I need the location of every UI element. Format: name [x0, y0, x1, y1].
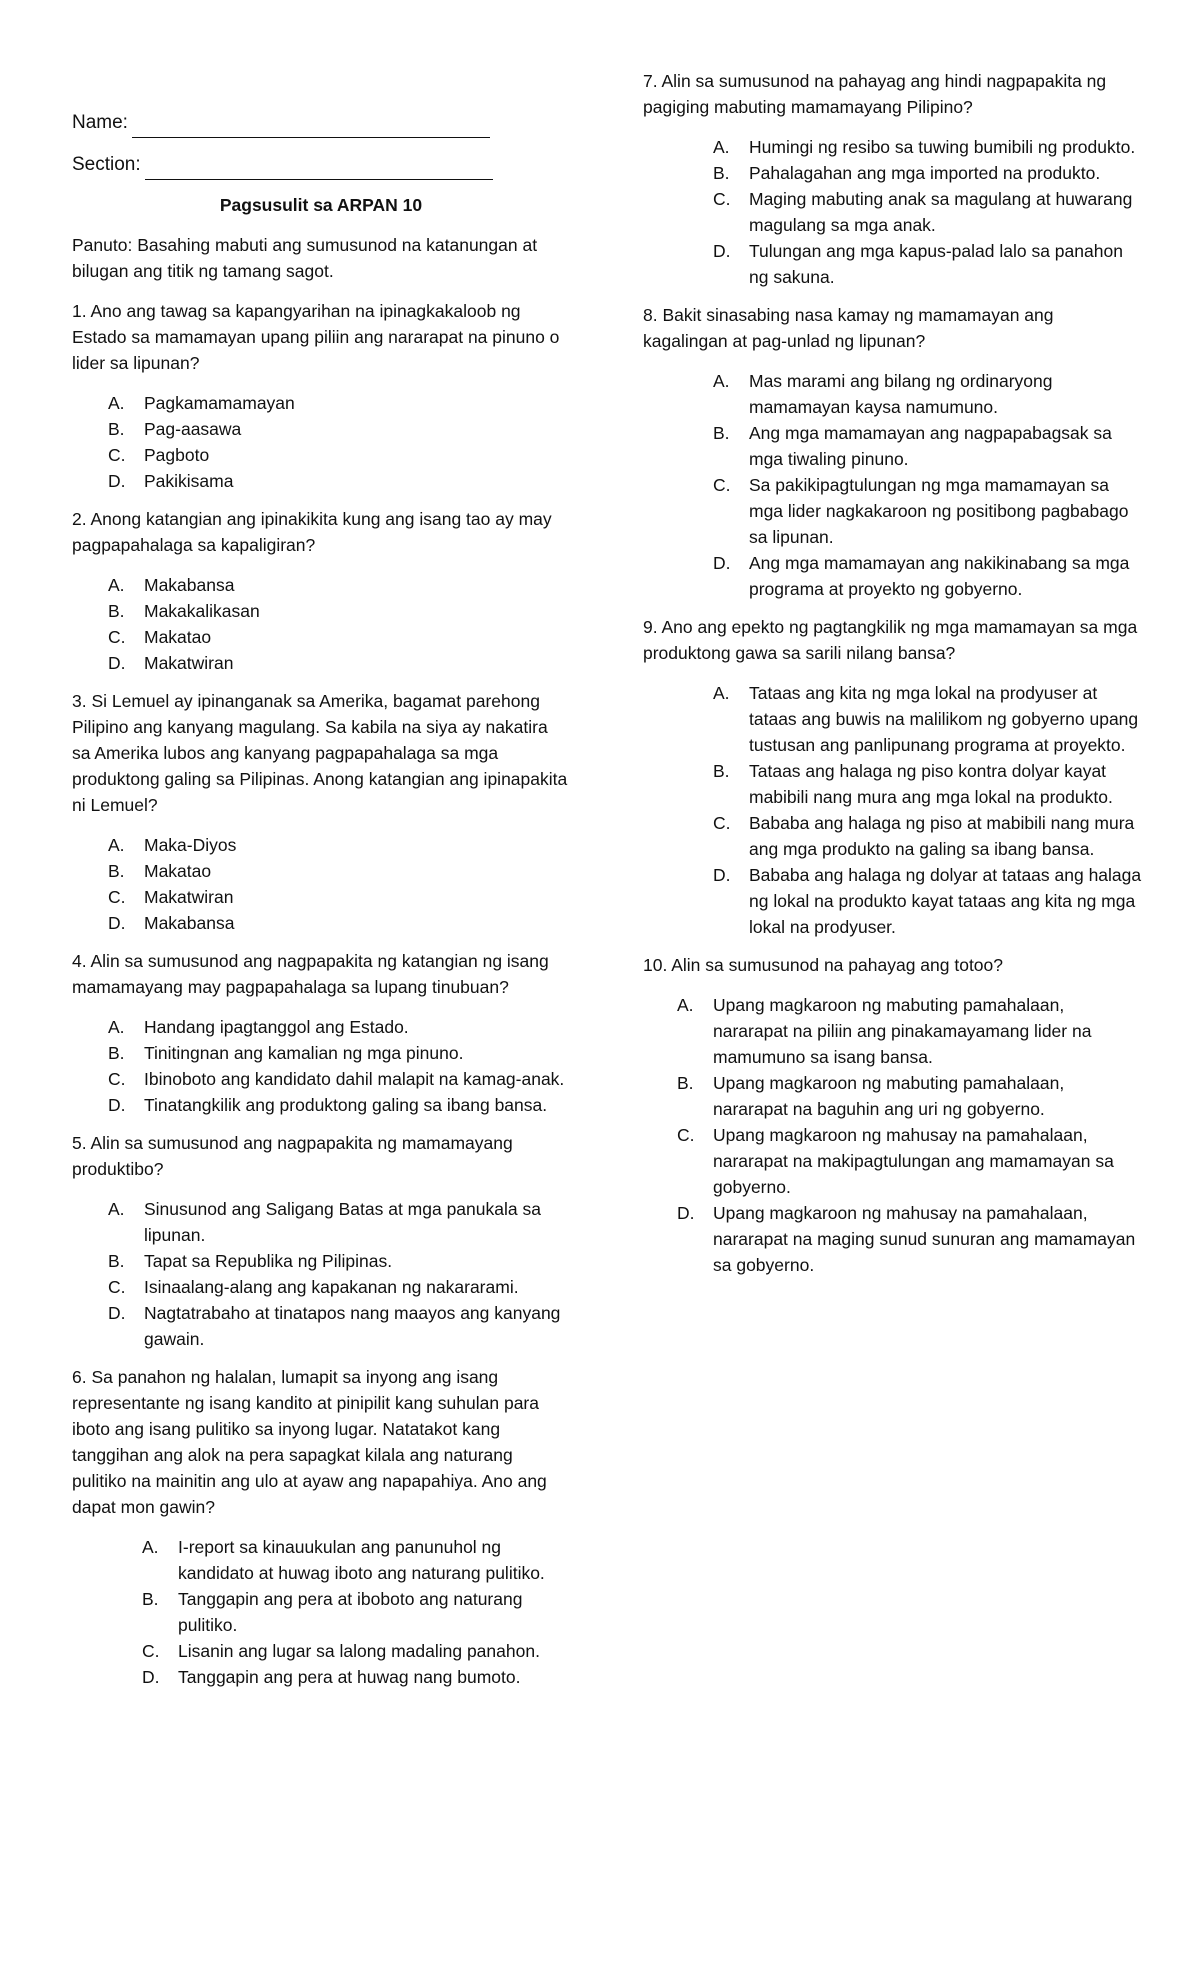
- option-letter: B.: [108, 601, 125, 621]
- option-a[interactable]: [643, 680, 1143, 758]
- option-letter: B.: [108, 1251, 125, 1271]
- option-letter: C.: [108, 445, 126, 465]
- option-letter: D.: [713, 865, 731, 885]
- option-list: [643, 134, 1143, 290]
- option-b[interactable]: [643, 1070, 1143, 1122]
- option-letter: C.: [142, 1641, 160, 1661]
- option-text: Upang magkaroon ng mahusay na pamahalaan, nararapat na makipagtulungan ang mamamayan sa gobyerno.: [713, 1125, 1114, 1197]
- option-text: Sinusunod ang Saligang Batas at mga panukala sa lipunan.: [144, 1199, 541, 1245]
- option-list: [643, 680, 1143, 940]
- option-text: Handang ipagtanggol ang Estado.: [144, 1017, 409, 1037]
- option-c[interactable]: [72, 624, 570, 650]
- option-d[interactable]: [72, 650, 570, 676]
- option-letter: D.: [108, 1303, 126, 1323]
- option-text: Ang mga mamamayan ang nakikinabang sa mga programa at proyekto ng gobyerno.: [749, 553, 1130, 599]
- option-letter: D.: [108, 913, 126, 933]
- option-d[interactable]: [643, 550, 1143, 602]
- option-a[interactable]: [72, 1534, 570, 1586]
- option-letter: B.: [713, 761, 730, 781]
- option-text: Pagkamamamayan: [144, 393, 295, 413]
- option-text: Makatao: [144, 627, 212, 647]
- option-c[interactable]: [72, 1066, 570, 1092]
- option-text: Tinatangkilik ang produktong galing sa ibang bansa.: [144, 1095, 548, 1115]
- option-text: Nagtatrabaho at tinatapos nang maayos ang kanyang gawain.: [144, 1303, 561, 1349]
- name-blank-line[interactable]: [132, 115, 490, 138]
- option-text: I-report sa kinauukulan ang panunuhol ng kandidato at huwag iboto ang naturang pulitiko.: [178, 1537, 545, 1583]
- option-letter: A.: [108, 393, 125, 413]
- option-text: Upang magkaroon ng mabuting pamahalaan, nararapat na piliin ang pinakamayamang lider na mamumuno sa isang bansa.: [713, 995, 1092, 1067]
- question-text: 3. Si Lemuel ay ipinanganak sa Amerika, bagamat parehong Pilipino ang kanyang magulang. Sa kabila na siya ay nakatira sa Amerika lubos ang kanyang pagpapahalaga sa mga produktong galing sa Pilipinas. Anong katangian ang ipinapakita ni Lemuel?: [72, 691, 568, 815]
- option-text: Tataas ang kita ng mga lokal na prodyuser at tataas ang buwis na malilikom ng gobyerno upang tustusan ang panlipunang programa at proyekto.: [749, 683, 1139, 755]
- option-letter: C.: [713, 475, 731, 495]
- option-a[interactable]: [643, 134, 1143, 160]
- right-column: [643, 68, 1143, 1290]
- question-text: 9. Ano ang epekto ng pagtangkilik ng mga mamamayan sa mga produktong gawa sa sarili nilang bansa?: [643, 617, 1138, 663]
- option-text: Sa pakikipagtulungan ng mga mamamayan sa mga lider nagkakaroon ng positibong pagbabago sa lipunan.: [749, 475, 1129, 547]
- option-letter: C.: [677, 1125, 695, 1145]
- question-9: [643, 614, 1143, 940]
- option-text: Tulungan ang mga kapus-palad lalo sa panahon ng sakuna.: [749, 241, 1123, 287]
- question-4: [72, 948, 570, 1118]
- instructions: Panuto: Basahing mabuti ang sumusunod na katanungan at bilugan ang titik ng tamang sagot.: [72, 235, 538, 281]
- option-text: Ibinoboto ang kandidato dahil malapit na kamag-anak.: [144, 1069, 565, 1089]
- question-text: 6. Sa panahon ng halalan, lumapit sa inyong ang isang representante ng isang kandito at pinipilit kang suhulan para iboto ang isang pulitiko sa inyong lugar. Natatakot kang tanggihan ang alok na pera sapagkat kilala ang naturang pulitiko na mainitin ang ulo at ayaw ang napapahiya. Ano ang dapat mon gawin?: [72, 1367, 547, 1517]
- option-letter: D.: [713, 241, 731, 261]
- option-d[interactable]: [72, 468, 570, 494]
- option-text: Makakalikasan: [144, 601, 260, 621]
- option-text: Tanggapin ang pera at huwag nang bumoto.: [178, 1667, 521, 1687]
- question-text: 8. Bakit sinasabing nasa kamay ng mamamayan ang kagalingan at pag-unlad ng lipunan?: [643, 305, 1054, 351]
- option-letter: A.: [108, 1017, 125, 1037]
- option-b[interactable]: [72, 598, 570, 624]
- option-letter: D.: [108, 653, 126, 673]
- option-text: Pakikisama: [144, 471, 234, 491]
- option-letter: C.: [108, 1277, 126, 1297]
- option-letter: C.: [108, 627, 126, 647]
- option-letter: B.: [677, 1073, 694, 1093]
- option-text: Isinaalang-alang ang kapakanan ng nakararami.: [144, 1277, 519, 1297]
- option-d[interactable]: [643, 862, 1143, 940]
- option-b[interactable]: [72, 416, 570, 442]
- option-letter: A.: [713, 371, 730, 391]
- option-text: Makatwiran: [144, 653, 234, 673]
- option-letter: B.: [108, 419, 125, 439]
- option-letter: C.: [108, 887, 126, 907]
- option-c[interactable]: [643, 1122, 1143, 1200]
- option-b[interactable]: [72, 1040, 570, 1066]
- section-blank-line[interactable]: [145, 157, 493, 180]
- section-label: Section:: [72, 154, 141, 175]
- option-letter: A.: [713, 137, 730, 157]
- option-list: [72, 1534, 570, 1690]
- option-letter: B.: [713, 423, 730, 443]
- option-d[interactable]: [643, 1200, 1143, 1278]
- option-d[interactable]: [72, 1664, 570, 1690]
- option-b[interactable]: [643, 420, 1143, 472]
- option-a[interactable]: [72, 1014, 570, 1040]
- option-text: Tapat sa Republika ng Pilipinas.: [144, 1251, 393, 1271]
- option-letter: C.: [713, 189, 731, 209]
- question-text: 4. Alin sa sumusunod ang nagpapakita ng katangian ng isang mamamayang may pagpapahalaga sa lupang tinubuan?: [72, 951, 549, 997]
- option-list: [643, 368, 1143, 602]
- option-letter: A.: [108, 1199, 125, 1219]
- option-text: Pahalagahan ang mga imported na produkto.: [749, 163, 1101, 183]
- option-list: [72, 390, 570, 494]
- question-text: 5. Alin sa sumusunod ang nagpapakita ng mamamayang produktibo?: [72, 1133, 513, 1179]
- option-c[interactable]: [72, 884, 570, 910]
- question-text: 7. Alin sa sumusunod na pahayag ang hindi nagpapakita ng pagiging mabuting mamamayang Pilipino?: [643, 71, 1107, 117]
- option-d[interactable]: [72, 910, 570, 936]
- option-text: Maka-Diyos: [144, 835, 237, 855]
- question-5: [72, 1130, 570, 1352]
- option-d[interactable]: [72, 1300, 570, 1352]
- option-letter: B.: [713, 163, 730, 183]
- option-list: [72, 832, 570, 936]
- option-text: Makabansa: [144, 913, 235, 933]
- option-a[interactable]: [72, 572, 570, 598]
- question-6: [72, 1364, 570, 1690]
- option-text: Makabansa: [144, 575, 235, 595]
- name-label: Name:: [72, 112, 128, 133]
- option-text: Bababa ang halaga ng dolyar at tataas ang halaga ng lokal na produkto kayat tataas ang kita ng mga lokal na prodyuser.: [749, 865, 1142, 937]
- option-a[interactable]: [72, 832, 570, 858]
- question-1: [72, 298, 570, 494]
- option-b[interactable]: [72, 1248, 570, 1274]
- question-7: [643, 68, 1143, 290]
- option-letter: D.: [713, 553, 731, 573]
- question-2: [72, 506, 570, 676]
- option-text: Ang mga mamamayan ang nagpapabagsak sa mga tiwaling pinuno.: [749, 423, 1112, 469]
- option-c[interactable]: [643, 186, 1143, 238]
- option-letter: D.: [108, 471, 126, 491]
- option-c[interactable]: [643, 810, 1143, 862]
- option-letter: A.: [677, 995, 694, 1015]
- left-column: [72, 108, 570, 1702]
- option-letter: A.: [108, 575, 125, 595]
- option-c[interactable]: [72, 442, 570, 468]
- option-text: Mas marami ang bilang ng ordinaryong mamamayan kaysa namumuno.: [749, 371, 1053, 417]
- option-text: Pag-aasawa: [144, 419, 242, 439]
- option-text: Makatwiran: [144, 887, 234, 907]
- option-text: Humingi ng resibo sa tuwing bumibili ng produkto.: [749, 137, 1136, 157]
- option-d[interactable]: [643, 238, 1143, 290]
- option-b[interactable]: [72, 858, 570, 884]
- question-8: [643, 302, 1143, 602]
- option-text: Upang magkaroon ng mabuting pamahalaan, nararapat na baguhin ang uri ng gobyerno.: [713, 1073, 1065, 1119]
- option-letter: D.: [142, 1667, 160, 1687]
- option-letter: B.: [108, 861, 125, 881]
- option-letter: A.: [108, 835, 125, 855]
- option-letter: C.: [713, 813, 731, 833]
- option-text: Tanggapin ang pera at iboboto ang naturang pulitiko.: [178, 1589, 523, 1635]
- option-c[interactable]: [643, 472, 1143, 550]
- option-letter: A.: [713, 683, 730, 703]
- option-letter: C.: [108, 1069, 126, 1089]
- option-letter: A.: [142, 1537, 159, 1557]
- option-text: Maging mabuting anak sa magulang at huwarang magulang sa mga anak.: [749, 189, 1133, 235]
- option-letter: B.: [142, 1589, 159, 1609]
- option-a[interactable]: [72, 390, 570, 416]
- option-c[interactable]: [72, 1638, 570, 1664]
- option-letter: D.: [677, 1203, 695, 1223]
- name-field: [72, 108, 570, 138]
- option-list: [643, 992, 1143, 1278]
- option-text: Bababa ang halaga ng piso at mabibili nang mura ang mga produkto na galing sa ibang bansa.: [749, 813, 1135, 859]
- option-list: [72, 1196, 570, 1352]
- option-b[interactable]: [643, 160, 1143, 186]
- option-a[interactable]: [643, 368, 1143, 420]
- option-a[interactable]: [643, 992, 1143, 1070]
- option-b[interactable]: [643, 758, 1143, 810]
- option-c[interactable]: [72, 1274, 570, 1300]
- option-b[interactable]: [72, 1586, 570, 1638]
- option-letter: D.: [108, 1095, 126, 1115]
- option-text: Upang magkaroon ng mahusay na pamahalaan, nararapat na maging sunud sunuran ang mamamayan sa gobyerno.: [713, 1203, 1136, 1275]
- option-letter: B.: [108, 1043, 125, 1063]
- option-text: Tataas ang halaga ng piso kontra dolyar kayat mabibili nang mura ang mga lokal na produkto.: [749, 761, 1113, 807]
- question-text: 2. Anong katangian ang ipinakikita kung ang isang tao ay may pagpapahalaga sa kapaligiran?: [72, 509, 552, 555]
- question-3: [72, 688, 570, 936]
- question-10: [643, 952, 1143, 1278]
- option-list: [72, 1014, 570, 1118]
- page-title: Pagsusulit sa ARPAN 10: [219, 195, 423, 215]
- option-text: Pagboto: [144, 445, 210, 465]
- option-text: Makatao: [144, 861, 212, 881]
- option-list: [72, 572, 570, 676]
- option-d[interactable]: [72, 1092, 570, 1118]
- question-text: 10. Alin sa sumusunod na pahayag ang totoo?: [643, 955, 1003, 975]
- option-text: Tinitingnan ang kamalian ng mga pinuno.: [144, 1043, 464, 1063]
- section-field: [72, 150, 570, 180]
- option-a[interactable]: [72, 1196, 570, 1248]
- question-text: 1. Ano ang tawag sa kapangyarihan na ipinagkakaloob ng Estado sa mamamayan upang piliin ang nararapat na pinuno o lider sa lipunan?: [72, 301, 560, 373]
- option-text: Lisanin ang lugar sa lalong madaling panahon.: [178, 1641, 540, 1661]
